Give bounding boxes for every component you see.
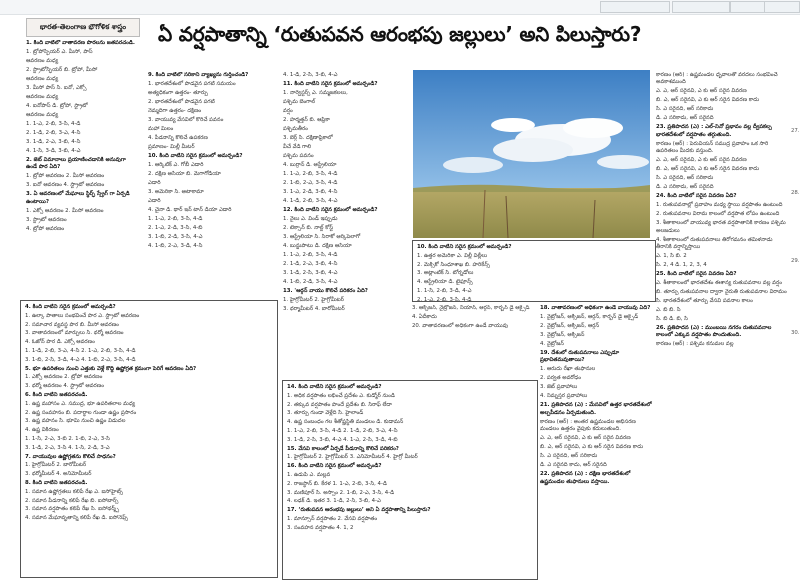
option-text: 2. నైట్రోజన్, ఆక్సిజన్, ఆర్గన్ — [540, 323, 600, 329]
option-text: 3. 1-బి, 2-సి, 3-డి, 4-ఎ 4. 1-బి, 2-ఎ, 3-సి, 4-డి — [25, 356, 136, 363]
option-text: 3. బెర్గ్ సి. దక్షిణాఫ్రికాలో — [283, 135, 333, 141]
option-text: 2. సమాచార వ్యవస్థ పొర బి. మీసో ఆవరణం — [25, 321, 119, 328]
top-tab[interactable] — [672, 1, 730, 13]
option-text: 4. 1-బి, 2-డి, 3-సి, 4-ఎ — [283, 279, 338, 285]
option-text: 1. నైట్రోజన్, ఆక్సిజన్, ఆర్గన్, కార్బన్ డై ఆక్సైడ్ — [540, 314, 639, 320]
option-text: 4. ఉష్ణ వికిరణం — [25, 427, 59, 434]
column-mid-right — [540, 305, 656, 580]
column-1 — [26, 40, 138, 298]
question-text: 15. వేసవి కాలంలో ఏర్పడే పీడనాన్ని కొలిచే పరికరం? — [287, 445, 399, 452]
option-text: 3. 1-డి, 2-సి, 3-బి, 4-ఎ — [283, 270, 338, 276]
option-text: ఎ. 1, సి బి. 2 — [656, 253, 687, 260]
option-text: డి. ఎ సరైనది కాదు, ఆర్ సరైనది — [540, 462, 607, 469]
option-text: 1. ఉల్కా పాతాలు సంభవించే పొర ఎ. స్ట్రాటో ఆవరణం — [25, 312, 140, 319]
option-text: 3. సమాన వర్షపాతం కలిపే రేఖ సి. ఐసోథర్మ్స్ — [25, 506, 120, 513]
option-text: 4. 1-సి, 3-డి, 3-బి, 4-ఎ — [26, 148, 81, 154]
option-text: బి. ఎ, ఆర్ సరైనవి, ఎ కు ఆర్ సరైన వివరణ కాదు — [656, 166, 760, 173]
option-text: సి. ఎ సరైనది, ఆర్ సరికాదు — [540, 453, 598, 460]
option-text: 3. 1-ఎ, 2-డి, 3-బి, 4-సి — [283, 189, 338, 195]
option-text: 3. తూర్పు గుండా వెళ్లేది సి. హైలాండ్ — [287, 410, 364, 417]
option-text: 3. నైట్రోజన్, ఆక్సిజన్ — [540, 332, 585, 338]
option-text: కారణం (ఆర్) : పెరువియన్ సముద్ర ప్రవాహం ఒక సారి ఉపరితలం మీదకు వస్తుంది. — [656, 140, 769, 155]
option-text: 1. 1-ఎ, 2-బి, 3-సి, 4-డి 2. 1-డి, 2-బి, 3-ఎ, 4-సి — [287, 427, 398, 434]
article-photo — [413, 70, 650, 238]
option-text: సి. ఎ సరైనది, ఆర్ సరికాదు — [656, 106, 714, 113]
option-text: నెమ్మదిగా ఉత్తరం- దక్షిణం — [148, 108, 202, 114]
option-text: 3. ఆక్సిజన్, నైట్రోజన్, నియాన్, ఆర్గన్, కార్బన్ డై ఆక్సైడ్ — [412, 305, 530, 311]
option-text: మహా మిలం — [148, 126, 174, 132]
option-text: 4. చైనా డి. థార్ ఇన్ టాన్ డియా ఎడారి — [148, 207, 232, 213]
option-text: 3. అమెరికా సి. ఆటాకామా — [148, 189, 204, 195]
page-headline: ఏ వర్షపాతాన్ని ‘రుతుపవన ఆరంభపు జల్లులు’ అని పిలుస్తారు? — [158, 22, 642, 46]
option-text: డి. ఎ సరికాదు, ఆర్ సరైనది — [656, 184, 714, 191]
option-text: 2. రాజస్థాన్ బి. కేరళ 1. 1-ఎ, 2-బి, 3-సి, 4-డి — [287, 480, 387, 487]
option-text: 3. ఆస్ట్రేలియా సి. సిరాకో ఆర్కిపెలాగో — [283, 234, 361, 240]
edge-number: 29. — [791, 258, 800, 264]
option-text: 4. ట్రోపో ఆవరణం — [26, 225, 65, 232]
question-text: 26. ప్రతిపాదన (ఎ) : ముంబయి నగరం రుతుపవనాల కాలంలో ఎక్కువ వర్షపాతం పొందుతుంది. — [656, 325, 772, 339]
question-text: 10. కింది వాటిని సరైన క్రమంలో అమర్చండి? — [148, 153, 243, 159]
question-box-4-8 — [20, 300, 278, 578]
question-text: 8. కింది వాటిని జతపరచండి. — [25, 479, 88, 486]
option-text: 1. ఆర్కిటిక్ ఎ. గోబీ ఎడారి — [148, 162, 204, 168]
option-text: ఆవరణం మధ్య — [26, 94, 59, 100]
option-text: బి. ఎ, ఆర్ సరైనవి, ఎ కు ఆర్ సరైన వివరణ కాదు — [540, 444, 644, 451]
question-text: 24. కింది వాటిలో సరైన వివరణ ఏది? — [656, 193, 737, 200]
question-text: 1. కింది వాటిలో వాతావరణ పొరలను జతపరచండి. — [26, 40, 135, 46]
option-text: 4. ఓజోన్ పొర డి. ఎక్సో ఆవరణం — [25, 339, 95, 346]
option-text: 3. 1-డి, 2-సి, 3-బి, 4-ఎ 4. 1-ఎ, 2-సి, 3-డి, 4-బి — [287, 436, 398, 443]
option-text: 2. స్ట్రాటోస్ఫియర్ బి. ట్రోపో, మీసో — [26, 67, 98, 73]
edge-number: 27. — [791, 128, 800, 134]
option-text: బి. తూర్పు రుతుపవనాల ద్వారా నైరుతి రుతుపవనాల విరామం — [656, 289, 787, 296]
top-strip — [0, 0, 800, 15]
option-text: ఆవరణం మధ్య — [26, 58, 59, 64]
option-text: పశ్చిమతీరం — [283, 126, 308, 132]
option-text: 4. 1-డి, 2-సి, 3-బి, 4-ఎ — [283, 72, 338, 78]
option-text: సి. 2, 4 డి. 1, 2, 3, 4 — [656, 262, 707, 269]
option-text: 1. 1-ఎ, 2-బి, 3-సి, 4-డి — [283, 252, 338, 258]
option-text: బి. ఎ, ఆర్ సరైనవి, ఎ కు ఆర్ సరైన వివరణ కాదు — [656, 97, 760, 104]
question-text: 2. జెట్ విమానాలు ప్రయాణించడానికి అనువుగా ఉండే పొర ఏది? — [26, 157, 126, 171]
option-text: 1. 1-సి, 2-బి, 3-డి, 4-ఎ — [417, 287, 472, 294]
option-text: 2. టెక్సాన్ బి. నాల్ట్ కోస్ట్ — [283, 225, 334, 231]
option-text: 2. 1-ఎ, 2-బి, 3-సి, 4-డి — [417, 296, 472, 302]
option-text: ఎ. ఎ, ఆర్ సరైనవి, ఎ కు ఆర్ సరైన వివరణ — [656, 157, 747, 164]
question-text: 23. ప్రతిపాదన (ఎ) : ఎల్-నినో ప్రభావం వల్ల ద్వీపకల్ప భారతదేశంలో వర్షపాతం తగ్గుతుంది. — [656, 124, 772, 138]
option-text: అత్యధికంగా ఉత్తరం- తూర్పు — [148, 90, 208, 96]
option-text: 2. దక్షిణ ఆసియా బి. మెగాగోడియా — [148, 171, 221, 177]
question-text: 5. భూ ఉపరితలం నుంచి ఎత్తుకు వెళ్లే కొద్ది ఉష్ణోగ్రత క్రమంగా పెరిగే ఆవరణం ఏది? — [25, 365, 197, 372]
question-text: 22. ప్రతిపాదన (ఎ) : దక్షిణ భారతదేశంలో ఉష్ణమండల తుఫానులు వస్తాయి. — [540, 471, 631, 485]
option-text: 1. ఉడుపి ఎ. మల్లవ — [287, 471, 331, 478]
option-text: 1. హైగ్రోమీటర్ 2. బారోమీటర్ — [25, 462, 87, 469]
option-text: 1. ఆరుదు రేఖా తుఫానుల — [540, 366, 596, 373]
question-text: 6. కింది వాటిని జతపరచండి. — [25, 391, 88, 398]
column-3 — [283, 72, 407, 312]
option-text: 3. 1-బి, 2-డి, 3-సి, 4-ఎ — [148, 234, 203, 240]
option-text: 4. సమాన మేఘావృతాన్ని కలిపే రేఖ డి. ఐసోనెఫ్స్ — [25, 515, 128, 522]
option-text: పశ్చిమ పవనం — [283, 153, 314, 159]
question-text: 14. కింది వాటిని సరైన క్రమంలో అమర్చండి? — [287, 384, 382, 390]
option-text: 3. మణిపూర్ సి. అస్సాం 2. 1-బి, 2-ఎ, 3-సి, 4-డి — [287, 489, 395, 496]
option-text: 3. థర్మోమీటర్ 4. అనిమోమీటర్ — [25, 471, 92, 478]
column-2 — [148, 72, 276, 282]
option-text: 3. వాయువ్య వేసవిలో కొరిచే పవనం — [148, 117, 224, 123]
question-text: 16. కింది వాటిని సరైన క్రమంలో అమర్చండి? — [287, 463, 382, 470]
option-text: 20. వాతావరణంలో అధికంగా ఉండే వాయువు — [412, 323, 509, 329]
question-text: 7. వాయువుల ఉష్ణోగ్రతను కొలిచే సాధనం? — [25, 453, 116, 460]
question-text: 21. ప్రతిపాదన (ఎ) : మేసవిలో ఉత్తర భారతదేశంలో అల్పపీడనం ఏర్పడుతుంది. — [540, 402, 652, 416]
option-text: వీచే వేడి గాలి — [283, 144, 312, 150]
option-text: డి. ఎ సరికాదు, ఆర్ సరైనది — [656, 115, 714, 122]
option-text: 3. ఉష్ణ వహనం సి. భూమి నుంచి ఉష్ణం విడుదల — [25, 418, 126, 425]
option-text: 1. ట్రోపో ఆవరణం 2. మీసో ఆవరణం — [26, 173, 105, 180]
option-text: 4. ఐనోపాస్ డి. ట్రోపో, స్ట్రాటో — [26, 103, 88, 109]
option-text: పశ్చిమ బెంగాల్ — [283, 99, 316, 105]
option-text: 2. సమాన పీడనాన్ని కలిపే రేఖ బి. ఐసోబార్స్ — [25, 497, 119, 504]
option-text: 4. 1-డి, 2-బి, 3-సి, 4-ఎ — [283, 198, 338, 204]
option-text: సి. భారతదేశంలో తూర్పు వేసవి పవనాల కాలం — [656, 298, 753, 305]
option-text: 2. ఉష్ణ సంవహనం బి. పదార్థాల గుండా ఉష్ణం ప్రసారం — [25, 409, 137, 416]
top-tab[interactable] — [764, 1, 800, 13]
option-text: 4. బున్జుపాటు డి. దక్షిణ ఆసియా — [283, 243, 352, 249]
option-text: 3. ఐనో ఆవరణం 4. స్ట్రాటో ఆవరణం — [26, 182, 105, 189]
option-text: 4. ఉష్ణ సంబంధం గల శీతోష్ణస్థితి మండలం డి. కుడామన్ — [287, 419, 404, 426]
option-text: 3. స్ట్రాటో ఆవరణం — [26, 216, 67, 223]
option-text: 1. రుతుపవనాల్లో ప్రవాహం మధ్య స్థాయి వర్షపాతం ఉంటుంది — [656, 202, 783, 209]
question-box-10 — [412, 240, 656, 302]
option-text: 1. నార్వెస్టర్స్ ఎ. సమ్మజకలలు, — [283, 90, 348, 96]
option-text: కారణం (ఆర్) : పశ్చిమ కనుమల వల్ల — [656, 341, 734, 348]
option-text: 1. 1-ఎ, 2-బి, 3-సి, 4-డి — [26, 121, 81, 127]
question-text: 17. ‘రుతుపవన ఆరంభపు జల్లులు’ అని ఏ వర్షపాతాన్ని పిలుస్తారు? — [287, 507, 431, 514]
option-text: 4. లఢక్ డి. ఇతర 3. 1-డి, 2-సి, 3-బి, 4-ఎ — [287, 498, 381, 505]
option-text: 4. 1-బి, 2-ఎ, 3-డి, 4-సి — [148, 243, 203, 249]
option-text: 4. నైట్రోజన్ — [540, 341, 564, 347]
option-text: ఎ. ఎ, ఆర్ సరైనవి, ఎ కు ఆర్ సరైన వివరణ — [656, 88, 747, 95]
option-text: 4. శీతాకాలంలో రుతుపవనాలు తిరోగమనం తమిళనాడు తీరానికి వర్షాన్నిస్తాయి — [656, 236, 773, 251]
question-text: 19. దేశంలో రుతుపవనాలు ఎప్పుడూ ప్రభావితమవుతాయి? — [540, 350, 620, 364]
option-text: 2. రుతుపవనాల విరామ కాలంలో వర్షపాత లోపం ఉంటుంది — [656, 211, 780, 218]
option-text: 1. హైగ్రోమీటర్ 2. హైగ్రోమీటర్ — [283, 297, 344, 303]
option-text: 4. బుర్రాన్ డి. ఆస్ట్రేలియా — [283, 162, 337, 168]
column-mid — [412, 305, 536, 377]
option-text: కారణం (ఆర్) : అంతర ఉష్ణమండల అభిసరణ మండలం ఉత్తరం వైపుకు కదులుతుంది. — [540, 418, 636, 433]
option-text: కారణం (ఆర్) : ఉష్ణమండల ధృవాలతో వరదలు సంభవించే అవకాశముంది — [656, 72, 778, 86]
question-text: 18. వాతావరణంలో అధికంగా ఉండే వాయువు ఏది? — [540, 305, 651, 311]
option-text: 2. తక్కువ వర్షపాతం పొందే ప్రదేశం బి. సిరాఫ్ లేదా — [287, 401, 392, 408]
option-text: 4. ఏదీకాదు — [412, 314, 437, 320]
option-text: 2. భారతదేశంలో పొడవైన పగటి — [148, 99, 215, 105]
question-text: 13. 'ఆర్గన్ వాయు కొలిచే పరికరం ఏది? — [283, 288, 368, 294]
section-label: భారత-తెలంగాణ భౌగోళిక శాస్త్రం — [26, 18, 140, 37]
option-text: 1. హైగ్రోమీటర్ 2. హైగ్రోమీటర్ 3. ఎనిమోమీటర్ 4. హైగ్రో మీటర్ — [287, 454, 418, 461]
edge-number: 30. — [791, 330, 800, 336]
option-text: ఎడారి — [148, 180, 161, 186]
option-text: 3. 1-డి, 2-ఎ, 3-బి, 4-సి — [26, 139, 81, 145]
option-text: ఎ. ఎ, ఆర్ సరైనవి, ఎ కు ఆర్ సరైన వివరణ — [540, 435, 631, 442]
option-text: ఎ. బి బి. సి — [656, 307, 681, 314]
question-text: 25. కింది వాటిలో సరైన వివరణ ఏది? — [656, 271, 737, 278]
question-text: 10. కింది వాటిని సరైన క్రమంలో అమర్చండి? — [417, 244, 512, 250]
option-text: సి. బి డి. బి, సి — [656, 316, 688, 323]
option-text: 1. ట్రోపోస్ఫియర్ ఎ. మీసో, పాస్ — [26, 49, 93, 55]
option-text: 2. 1-ఎ, 2-డి, 3-సి, 4-బి — [148, 225, 203, 231]
option-text: 1. 1-సి, 2-ఎ, 3-బి 2. 1-బి, 2-ఎ, 3-సి — [25, 435, 110, 442]
option-text: 2. 1-బి, 2-ఎ, 3-సి, 4-డి — [283, 180, 338, 186]
option-text: 2. 1-డి, 2-ఎ, 3-బి, 4-సి — [283, 261, 338, 267]
option-text: 3. జెట్ ప్రవాహాలు — [540, 384, 578, 391]
option-text: 4. పీడనాన్ని కొలిచే ఉపకరణ — [148, 135, 208, 141]
option-text: ఎ. శీతాకాలంలో భారతదేశం ఈశాన్య రుతుపవనాల వల్ల వర్షం — [656, 280, 782, 287]
option-text: 1. ఎక్సో ఆవరణం 2. మీసో ఆవరణం — [26, 207, 104, 214]
question-text: 4. కింది వాటిని సరైన క్రమంలో అమర్చండి? — [25, 304, 116, 310]
sky-grassland-image — [413, 70, 650, 238]
option-text: 1. భారతదేశంలో పొడవైన పగటి సమయం — [148, 81, 236, 87]
question-text: 3. ఏ ఆవరణంలో మేఘాలు స్థిర్ఫ్ స్ప్రేగ్ గా ఏర్పడి ఉంటాయి? — [26, 191, 130, 205]
question-text: 9. కింది వాటిలో సరికాని వ్యాఖ్యను గుర్తించండి? — [148, 72, 249, 78]
option-text: 1. సమాన ఉష్ణోగ్రతలు కలిపే రేఖ ఎ. ఐసోహైట్స్ — [25, 488, 123, 495]
option-text: 1. ఉష్ణ మహాసం ఎ. సముద్ర, భూ ఉపరితలాల మధ్య — [25, 400, 136, 407]
option-text: ఎడారి — [148, 198, 161, 204]
option-text: 3. థర్మామీటర్ 4. బారోమీటర్ — [283, 306, 345, 312]
option-text: 1. 1-డి, 2-బి, 3-ఎ, 4-సి 2. 1-ఎ, 2-బి, 3-సి, 4-డి — [25, 347, 136, 354]
option-text: 4. ఆస్ట్రేలియా డి. టైఫూన్స్ — [417, 279, 473, 286]
option-text: 2. పర్వత అవరోధం — [540, 375, 581, 382]
option-text: సి. ఎ సరైనది, ఆర్ సరికాదు — [656, 175, 714, 182]
option-text: 1. నైలు ఎ. విండ్ ఇప్పుడు — [283, 216, 338, 222]
option-text: 3. అట్లాంటిక్ సి. టోర్నడోలు — [417, 270, 474, 277]
option-text: 1. అధిక వర్షపాతం లభించే ప్రదేశం ఎ. కుడ్మోర్ నుండి — [287, 392, 395, 399]
option-text: 1. 1-ఎ, 2-బి, 3-సి, 4-డి — [148, 216, 203, 222]
option-text: 3. వాతావరణంలో మార్పులు సి. థర్మో ఆవరణం — [25, 330, 124, 337]
option-text: 3. సంవహన వర్షపాతం 4. 1, 2 — [287, 524, 354, 531]
option-text: 3. థర్మో ఆవరణం 4. స్ట్రాటో ఆవరణం — [25, 383, 104, 390]
option-text: 1. 1-ఎ, 2-బి, 3-సి, 4-డి — [283, 171, 338, 177]
option-text: 2. 1-డి, 2-బి, 3-ఎ, 4-సి — [26, 130, 81, 136]
edge-number: 28. — [791, 190, 800, 196]
option-text: 1. మాన్సూన్ వర్షపాతం 2. వేసవి వర్షపాతం — [287, 515, 378, 522]
question-box-14-17 — [282, 380, 538, 580]
option-text: 4. నిమ్నస్తర ప్రవాహాలు — [540, 393, 588, 400]
option-text: 3. శీతాకాలంలో వాయువ్య భారత వర్షపాతానికి కారణం పశ్చిమ అలజడులు — [656, 220, 786, 234]
question-text: 12. కింది వాటిని సరైన క్రమంలో అమర్చండి? — [283, 207, 378, 213]
option-text: 3. మీసో పాస్ సి. ఐనో, ఎక్సో — [26, 85, 87, 91]
option-text: ఆవరణం మధ్య — [26, 76, 59, 82]
option-text: 2. మెక్సికో సింధూశాఖ బి. హరికేన్స్ — [417, 261, 490, 268]
top-tab[interactable] — [730, 1, 766, 13]
option-text: వర్షం — [283, 108, 293, 114]
option-text: 2. హర్మత్తన్ బి. ఆఫ్రికా — [283, 117, 330, 123]
option-text: 1. ఎక్సో ఆవరణం 2. ట్రోపో ఆవరణం — [25, 374, 103, 381]
option-text: 1. ఉత్తర అమెరికా ఎ. విల్లీ విల్లీలు — [417, 252, 488, 259]
column-right — [656, 72, 788, 580]
option-text: ప్రమాణం- మిల్లీ మీటర్ — [148, 144, 195, 150]
question-text: 11. కింది వాటిని సరైన క్రమంలో అమర్చండి? — [283, 81, 378, 87]
top-tab[interactable] — [600, 1, 670, 13]
option-text: ఆవరణం మధ్య — [26, 112, 59, 118]
option-text: 3. 1-డి, 2-ఎ, 3-సి 4. 1-సి, 2-డి, 3-ఎ — [25, 444, 110, 451]
